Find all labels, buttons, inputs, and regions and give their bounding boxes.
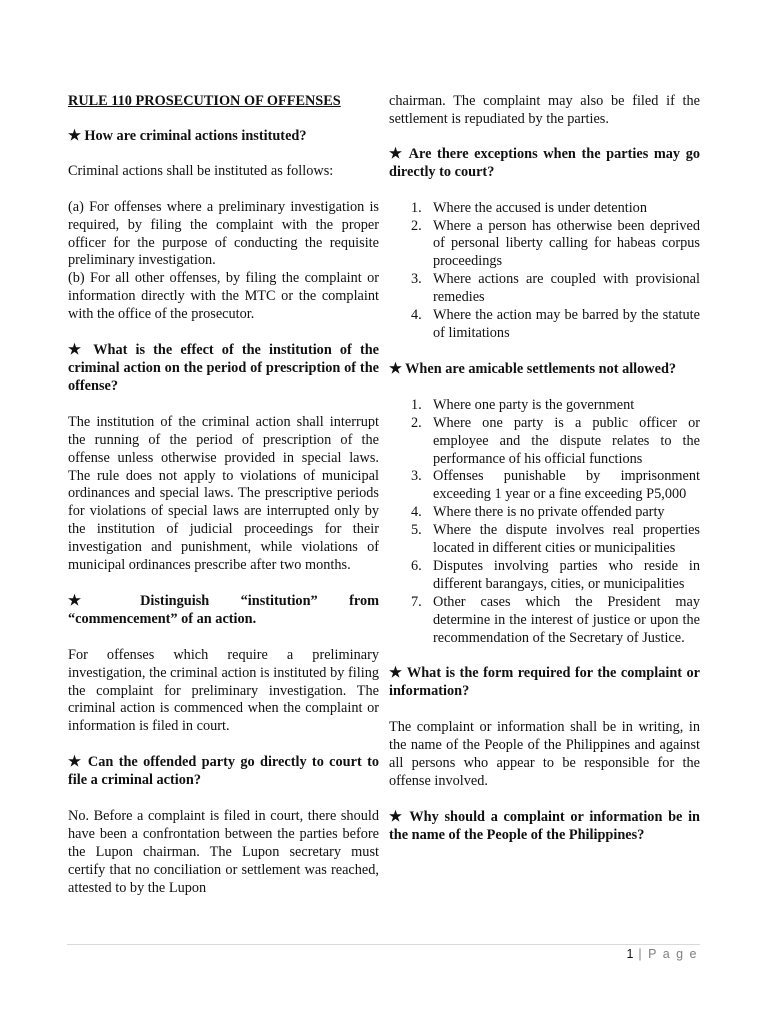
list-item: 2. Where one party is a public officer or employee and the dispute relates to the performance of his official functions (411, 414, 700, 467)
list-item: 5. Where the dispute involves real properties located in different cities or municipalities (411, 522, 700, 557)
list-item: 2. Where a person has otherwise been deprived of personal liberty calling for habeas corpus proceedings (411, 217, 700, 270)
list-item: 3. Where actions are coupled with provisional remedies (411, 271, 700, 306)
page-number: 1 (626, 947, 634, 961)
list-item: 1. Where the accused is under detention (411, 199, 647, 216)
list-item: 1. Where one party is the government (411, 396, 635, 413)
continuation-text: chairman. The complaint may also be filed if the settlement is repudiated by the parties. (389, 93, 700, 127)
answer-institution-vs-commencement: For offenses which require a preliminary investigation, the criminal action is instituted by filing the complaint for preliminary investigation. The criminal action is commenced when the complaint or information is filed in court. (68, 646, 379, 735)
question-exceptions: ★ Are there exceptions when the parties may go directly to court? (389, 145, 700, 180)
footer-divider (67, 944, 700, 945)
answer-intro: Criminal actions shall be instituted as follows: (68, 162, 334, 179)
question-directly-to-court: ★ Can the offended party go directly to court to file a criminal action? (68, 754, 379, 789)
answer-item-b: (b) For all other offenses, by filing the complaint or information directly with the MTC or the complaint with the office of the prosecutor. (68, 270, 379, 323)
question-amicable-not-allowed: ★ When are amicable settlements not allowed? (389, 360, 677, 377)
page-label: P a g e (648, 947, 698, 961)
answer-effect-prescription: The institution of the criminal action shall interrupt the running of the period of prescription of the offense unless otherwise provided in special laws. The rule does not apply to violations of municipal ordinances and special laws. The prescriptive periods for violations of special laws are interrupted only by the institution of judicial proceedings for their investigation and punishment, while violations of municipal ordinances prescribe after two months. (68, 413, 379, 574)
list-item: 7. Other cases which the President may determine in the interest of justice or upon the recommendation of the Secretary of Justice. (411, 593, 700, 646)
question-institution-vs-commencement: ★ Distinguish “institution” from “commencement” of an action. (68, 592, 379, 627)
answer-directly-to-court: No. Before a complaint is filed in court, there should have been a confrontation between the parties before the Lupon chairman. The Lupon secretary must certify that no conciliation or settlement was reached, attested to by the Lupon (68, 808, 379, 896)
list-item: 6. Disputes involving parties who reside in different barangays, cities, or municipalities (411, 557, 700, 592)
question-name-of-people: ★ Why should a complaint or information be in the name of the People of the Philippines? (389, 808, 700, 843)
exceptions-list (389, 200, 700, 343)
amicable-list (389, 397, 700, 648)
question-effect-prescription: ★ What is the effect of the institution of the criminal action on the period of prescription of the offense? (68, 342, 379, 394)
document-title: RULE 110 PROSECUTION OF OFFENSES (68, 93, 341, 109)
answer-form-required: The complaint or information shall be in writing, in the name of the People of the Philippines and against all persons who appear to be responsible for the offense involved. (389, 719, 700, 789)
footer-separator: | (638, 947, 644, 961)
list-item: 4. Where there is no private offended party (411, 504, 665, 521)
left-column (68, 93, 379, 898)
list-item: 3. Offenses punishable by imprisonment exceeding 1 year or a fine exceeding P5,000 (411, 468, 700, 503)
question-form-required: ★ What is the form required for the complaint or information? (389, 665, 700, 700)
question-how-instituted: ★ How are criminal actions instituted? (68, 127, 307, 144)
page-footer (626, 946, 698, 964)
answer-item-a: (a) For offenses where a preliminary investigation is required, by filing the complaint with the proper officer for the purpose of conducting the requisite preliminary investigation. (68, 198, 379, 269)
right-column (389, 93, 700, 845)
list-item: 4. Where the action may be barred by the statute of limitations (411, 307, 700, 341)
